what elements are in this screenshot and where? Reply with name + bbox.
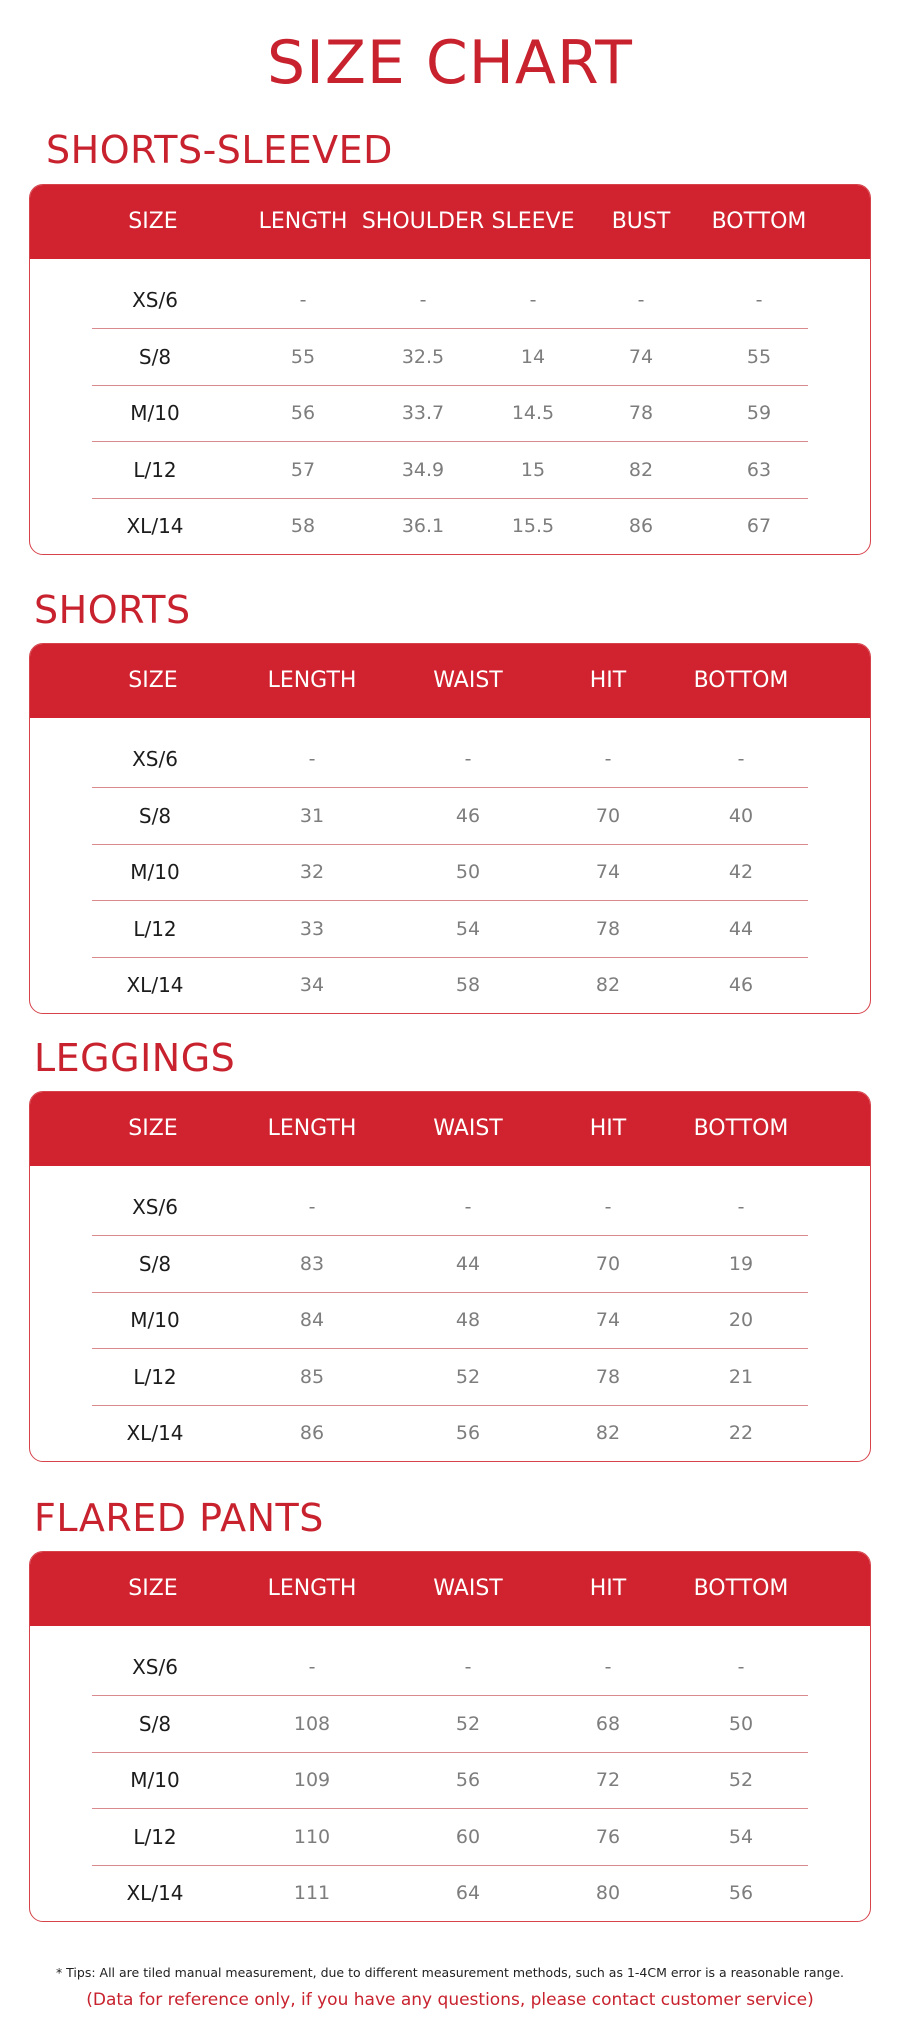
table-header [30, 644, 870, 718]
measurement-value: 84 [299, 1309, 325, 1331]
measurement-value: - [308, 748, 316, 770]
measurement-value: 70 [595, 804, 621, 827]
size-label: M/10 [130, 1308, 180, 1332]
column-header: SIZE [128, 1576, 178, 1601]
measurement-value: 50 [455, 861, 481, 883]
measurement-value: 58 [455, 974, 481, 996]
column-header: BOTTOM [693, 1576, 789, 1601]
column-header: BOTTOM [693, 1116, 789, 1141]
size-table-leggings [29, 1091, 871, 1462]
measurement-value: - [604, 1196, 612, 1218]
column-header: LENGTH [267, 1576, 357, 1601]
column-header: BOTTOM [693, 668, 789, 693]
measurement-value: 34.9 [401, 458, 445, 481]
measurement-value: 56 [455, 1769, 481, 1791]
column-header: LENGTH [258, 209, 348, 234]
column-header: SIZE [128, 1116, 178, 1141]
measurement-value: 70 [595, 1252, 621, 1275]
measurement-value: 58 [290, 515, 316, 537]
column-header: LENGTH [267, 668, 357, 693]
measurement-value: 40 [728, 804, 754, 827]
measurement-value: - [604, 748, 612, 770]
measurement-value: 22 [728, 1422, 754, 1444]
measurement-value: 110 [293, 1825, 331, 1848]
measurement-value: 54 [455, 917, 481, 940]
measurement-value: 82 [595, 974, 621, 996]
measurement-value: 32 [299, 861, 325, 883]
size-label: S/8 [138, 803, 172, 828]
section-title-shorts: SHORTS [34, 588, 191, 632]
measurement-value: 59 [746, 402, 772, 424]
measurement-value: 46 [728, 974, 754, 996]
size-label: XL/14 [126, 1881, 184, 1905]
measurement-value: 19 [728, 1252, 754, 1275]
size-table-shorts-sleeved [29, 184, 871, 555]
measurement-value: 80 [595, 1882, 621, 1904]
table-row [30, 442, 870, 499]
measurement-value: 56 [290, 402, 316, 424]
measurement-value: 78 [628, 402, 654, 424]
column-header: BUST [611, 209, 671, 234]
measurement-value: 63 [746, 458, 772, 481]
measurement-value: 52 [455, 1712, 481, 1735]
measurement-value: 15.5 [511, 515, 555, 537]
table-header [30, 1092, 870, 1166]
size-label: M/10 [130, 401, 180, 425]
column-header: HIT [589, 1576, 627, 1601]
measurement-value: - [308, 1656, 316, 1678]
measurement-value: 74 [595, 861, 621, 883]
measurement-value: 20 [728, 1309, 754, 1331]
column-header: LENGTH [267, 1116, 357, 1141]
table-row [30, 731, 870, 788]
measurement-value: 54 [728, 1825, 754, 1848]
size-label: L/12 [133, 1824, 177, 1849]
size-label: S/8 [138, 1251, 172, 1276]
size-label: XL/14 [126, 1421, 184, 1445]
measurement-value: 111 [293, 1882, 331, 1904]
measurement-value: 34 [299, 974, 325, 996]
table-row [30, 844, 870, 901]
column-header: HIT [589, 668, 627, 693]
measurement-value: - [604, 1656, 612, 1678]
measurement-value: - [464, 748, 472, 770]
table-row [30, 329, 870, 386]
measurement-value: 56 [455, 1422, 481, 1444]
table-row [30, 498, 870, 555]
measurement-value: - [737, 1656, 745, 1678]
measurement-value: 82 [595, 1422, 621, 1444]
column-header: SLEEVE [491, 209, 575, 234]
table-row [30, 1752, 870, 1809]
table-row [30, 1696, 870, 1753]
section-title-flared-pants: FLARED PANTS [34, 1496, 324, 1540]
column-header: SHOULDER [361, 209, 485, 234]
table-row [30, 901, 870, 958]
measurement-value: 42 [728, 861, 754, 883]
measurement-value: 33 [299, 917, 325, 940]
measurement-value: 52 [455, 1365, 481, 1388]
table-row [30, 1179, 870, 1236]
tips-text: * Tips: All are tiled manual measurement, due to different measurement methods, such as 1-4CM error is a reasonable range. [55, 1965, 845, 1980]
size-label: XS/6 [132, 1655, 178, 1679]
measurement-value: - [464, 1656, 472, 1678]
table-header [30, 185, 870, 259]
measurement-value: 55 [746, 345, 772, 368]
measurement-value: 48 [455, 1309, 481, 1331]
column-header: SIZE [128, 209, 178, 234]
measurement-value: 85 [299, 1365, 325, 1388]
measurement-value: 86 [628, 515, 654, 537]
table-row [30, 385, 870, 442]
column-header: HIT [589, 1116, 627, 1141]
measurement-value: 86 [299, 1422, 325, 1444]
table-header [30, 1552, 870, 1626]
measurement-value: 32.5 [401, 345, 445, 368]
size-label: XS/6 [132, 288, 178, 312]
table-row [30, 272, 870, 329]
measurement-value: 82 [628, 458, 654, 481]
size-label: XS/6 [132, 747, 178, 771]
measurement-value: - [637, 289, 645, 311]
section-title-shorts-sleeved: SHORTS-SLEEVED [46, 128, 393, 172]
size-label: XS/6 [132, 1195, 178, 1219]
column-header: WAIST [433, 1116, 503, 1141]
measurement-value: 78 [595, 917, 621, 940]
measurement-value: 76 [595, 1825, 621, 1848]
size-table-shorts [29, 643, 871, 1014]
measurement-value: 31 [299, 804, 325, 827]
table-row [30, 1405, 870, 1462]
measurement-value: 60 [455, 1825, 481, 1848]
section-title-leggings: LEGGINGS [34, 1036, 236, 1080]
size-label: L/12 [133, 916, 177, 941]
measurement-value: 52 [728, 1769, 754, 1791]
measurement-value: 83 [299, 1252, 325, 1275]
table-row [30, 1349, 870, 1406]
size-label: M/10 [130, 1768, 180, 1792]
column-header: BOTTOM [711, 209, 807, 234]
measurement-value: 14 [520, 345, 546, 368]
table-row [30, 1809, 870, 1866]
measurement-value: 74 [628, 345, 654, 368]
measurement-value: 64 [455, 1882, 481, 1904]
measurement-value: 68 [595, 1712, 621, 1735]
measurement-value: 44 [728, 917, 754, 940]
measurement-value: - [529, 289, 537, 311]
measurement-value: - [737, 1196, 745, 1218]
measurement-value: - [737, 748, 745, 770]
measurement-value: 44 [455, 1252, 481, 1275]
table-row [30, 1236, 870, 1293]
size-table-flared-pants [29, 1551, 871, 1922]
size-label: S/8 [138, 1711, 172, 1736]
measurement-value: 78 [595, 1365, 621, 1388]
measurement-value: 57 [290, 458, 316, 481]
size-label: M/10 [130, 860, 180, 884]
table-row [30, 957, 870, 1014]
table-row [30, 1639, 870, 1696]
table-row [30, 788, 870, 845]
measurement-value: 50 [728, 1712, 754, 1735]
measurement-value: 108 [293, 1712, 331, 1735]
measurement-value: - [308, 1196, 316, 1218]
measurement-value: 74 [595, 1309, 621, 1331]
column-header: WAIST [433, 1576, 503, 1601]
measurement-value: 67 [746, 515, 772, 537]
table-row [30, 1865, 870, 1922]
page-title: SIZE CHART [267, 28, 633, 98]
measurement-value: 14.5 [511, 402, 555, 424]
size-label: L/12 [133, 1364, 177, 1389]
table-row [30, 1292, 870, 1349]
size-label: L/12 [133, 457, 177, 482]
measurement-value: 15 [520, 458, 546, 481]
measurement-value: 36.1 [401, 515, 445, 537]
measurement-value: - [419, 289, 427, 311]
column-header: SIZE [128, 668, 178, 693]
measurement-value: 46 [455, 804, 481, 827]
measurement-value: - [464, 1196, 472, 1218]
measurement-value: - [755, 289, 763, 311]
size-label: S/8 [138, 344, 172, 369]
size-label: XL/14 [126, 514, 184, 538]
column-header: WAIST [433, 668, 503, 693]
size-label: XL/14 [126, 973, 184, 997]
measurement-value: 21 [728, 1365, 754, 1388]
reference-note: (Data for reference only, if you have any questions, please contact customer service) [86, 1990, 814, 2010]
measurement-value: 109 [293, 1769, 331, 1791]
measurement-value: 72 [595, 1769, 621, 1791]
measurement-value: 56 [728, 1882, 754, 1904]
measurement-value: 55 [290, 345, 316, 368]
measurement-value: - [299, 289, 307, 311]
measurement-value: 33.7 [401, 402, 445, 424]
